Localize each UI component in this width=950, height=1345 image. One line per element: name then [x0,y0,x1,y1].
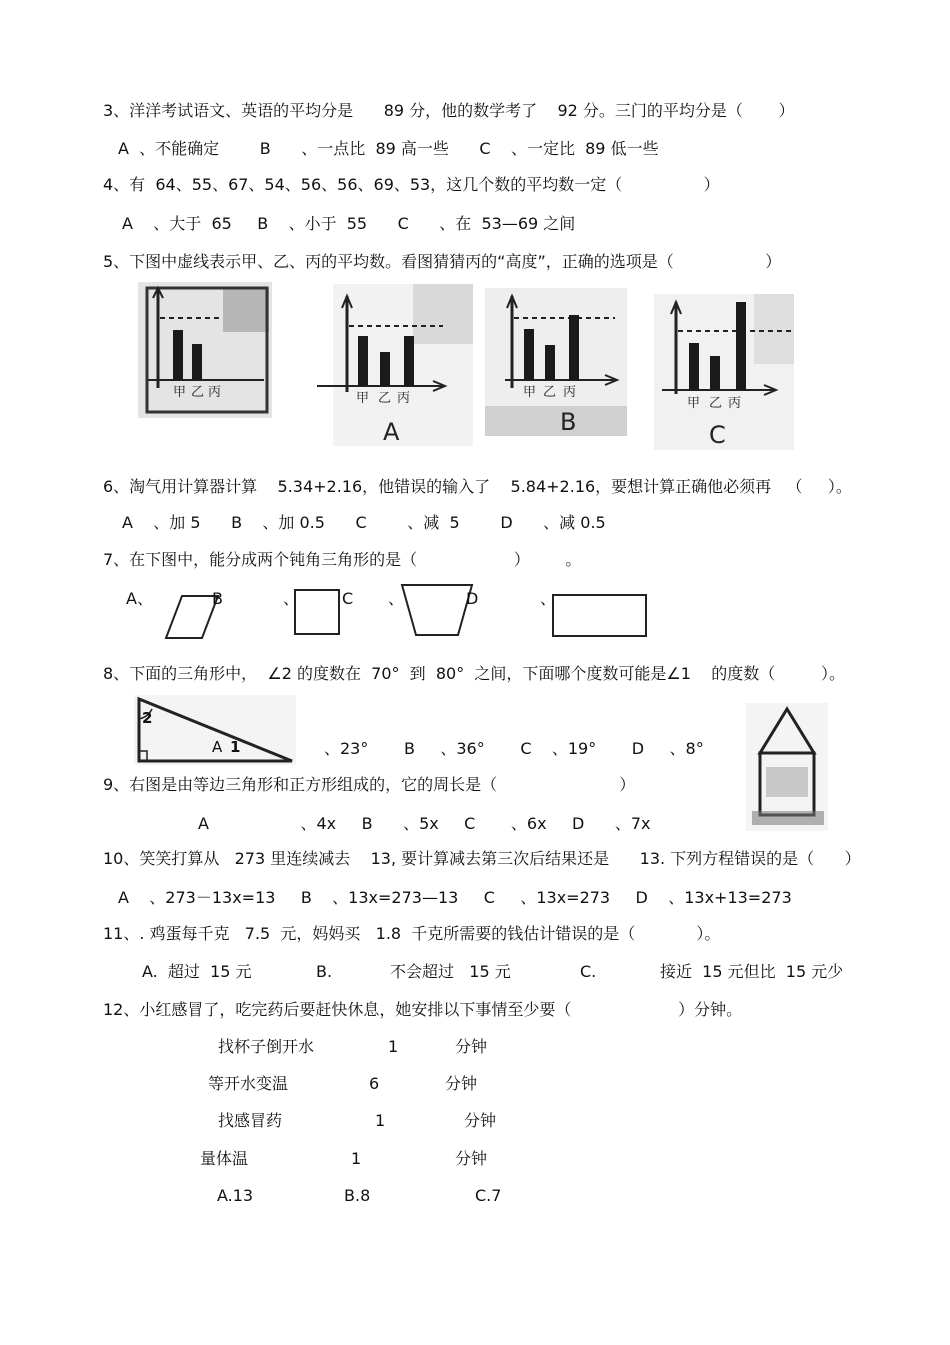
q8-stem: 8、下面的三角形中， ∠2 的度数在 70° 到 80° 之间，下面哪个度数可能是∠1 的度数（ ）。 [103,664,846,683]
q11-option-c: C. [580,962,597,981]
angle-1-label: 1 [230,738,241,756]
chart-letter-a: A [383,418,400,446]
q12-option-a: A.13 [217,1186,254,1205]
q3-options: A 、不能确定 B 、一点比 89 高一些 C 、一定比 89 低一些 [118,139,659,158]
q12-task-unit: 分钟 [445,1074,478,1093]
q7-label-c: C [342,589,354,608]
q6-options: A 、加 5 B 、加 0.5 C 、减 5 D 、减 0.5 [122,513,606,532]
q5-bar-figure-a [313,284,473,446]
q7-rectangle-shape [552,594,647,637]
svg-text:甲: 甲 [356,391,370,406]
q12-task-unit: 分钟 [464,1111,497,1130]
q12-task-name: 等开水变温 [208,1074,289,1093]
bar-label-bing: 丙 [208,385,222,400]
q5-stem: 5、下图中虚线表示甲、乙、丙的平均数。看图猜猜丙的“高度”，正确的选项是（ ） [103,252,782,271]
svg-text:丙: 丙 [397,391,411,406]
svg-text:乙: 乙 [378,391,392,406]
q8-triangle-figure [134,695,296,765]
q12-task-minutes: 1 [351,1149,362,1168]
svg-text:乙: 乙 [709,396,723,411]
q12-task-minutes: 6 [369,1074,380,1093]
q5-bar-figure-b [485,288,627,436]
q9-stem: 9、右图是由等边三角形和正方形组成的，它的周长是（ ） [103,775,636,794]
q7-trapezoid-shape [400,583,474,637]
svg-text:丙: 丙 [728,396,742,411]
q9-house-figure [746,703,828,831]
q6-stem: 6、淘气用计算器计算 5.34+2.16，他错误的输入了 5.84+2.16，要想计算正确他必须再 （ ）。 [103,477,852,496]
q11-option-b: B. [316,962,333,981]
bar-label-yi: 乙 [191,385,205,400]
q12-task-name: 找杯子倒开水 [218,1037,315,1056]
q12-stem: 12、小红感冒了，吃完药后要赶快休息，她安排以下事情至少要（ ）分钟。 [103,1000,743,1019]
q12-option-c: C.7 [475,1186,502,1205]
angle-2-label: 2 [142,709,153,727]
q12-option-b: B.8 [344,1186,371,1205]
svg-text:乙: 乙 [543,385,557,400]
q12-task-minutes: 1 [375,1111,386,1130]
q5-bar-figure-example [138,282,272,418]
q7-label-d: D [466,589,479,608]
q12-task-unit: 分钟 [455,1149,488,1168]
bar-label-jia: 甲 [173,385,187,400]
q7-label-b: B [212,589,223,608]
svg-text:甲: 甲 [523,385,537,400]
q7-square-shape [294,589,340,635]
q12-task-minutes: 1 [388,1037,399,1056]
q5-bar-figure-c [654,294,794,450]
q7-label-a: A、 [126,589,153,608]
q11-option-b-text: 不会超过 15 元 [390,962,511,981]
q11-option-a: A. 超过 15 元 [142,962,252,981]
q11-option-c-text: 接近 15 元但比 15 元少 [660,962,844,981]
bar-jia [173,330,183,380]
svg-text:甲: 甲 [687,396,701,411]
q8-options: 、23° B 、36° C 、19° D 、8° [324,739,704,758]
q9-options: A 、4x B 、5x C 、6x D 、7x [198,814,651,833]
q4-options: A 、大于 65 B 、小于 55 C 、在 53—69 之间 [122,214,576,233]
q10-options: A 、273－13x=13 B 、13x=273—13 C 、13x=273 D 、13x+13=273 [118,888,792,907]
vertex-a-label: A [212,738,223,756]
svg-text:丙: 丙 [563,385,577,400]
q7-sep-1: 、 [283,589,300,608]
q11-stem: 11、. 鸡蛋每千克 7.5 元，妈妈买 1.8 千克所需要的钱估计错误的是（ ）。 [103,924,721,943]
chart-letter-b: B [560,408,577,436]
q7-sep-3: 、 [540,589,557,608]
chart-letter-c: C [709,421,726,449]
bar-yi [192,344,202,380]
q7-stem: 7、在下图中，能分成两个钝角三角形的是（ ） 。 [103,550,582,569]
q12-task-name: 量体温 [200,1149,249,1168]
q7-sep-2: 、 [388,589,405,608]
q3-stem: 3、洋洋考试语文、英语的平均分是 89 分，他的数学考了 92 分。三门的平均分是（ ） [103,101,795,120]
q10-stem: 10、笑笑打算从 273 里连续减去 13, 要计算减去第三次后结果还是 13. 下列方程错误的是（ ） [103,849,861,868]
q4-stem: 4、有 64、55、67、54、56、56、69、53，这几个数的平均数一定（ ） [103,175,720,194]
q12-task-name: 找感冒药 [218,1111,283,1130]
q12-task-unit: 分钟 [455,1037,488,1056]
